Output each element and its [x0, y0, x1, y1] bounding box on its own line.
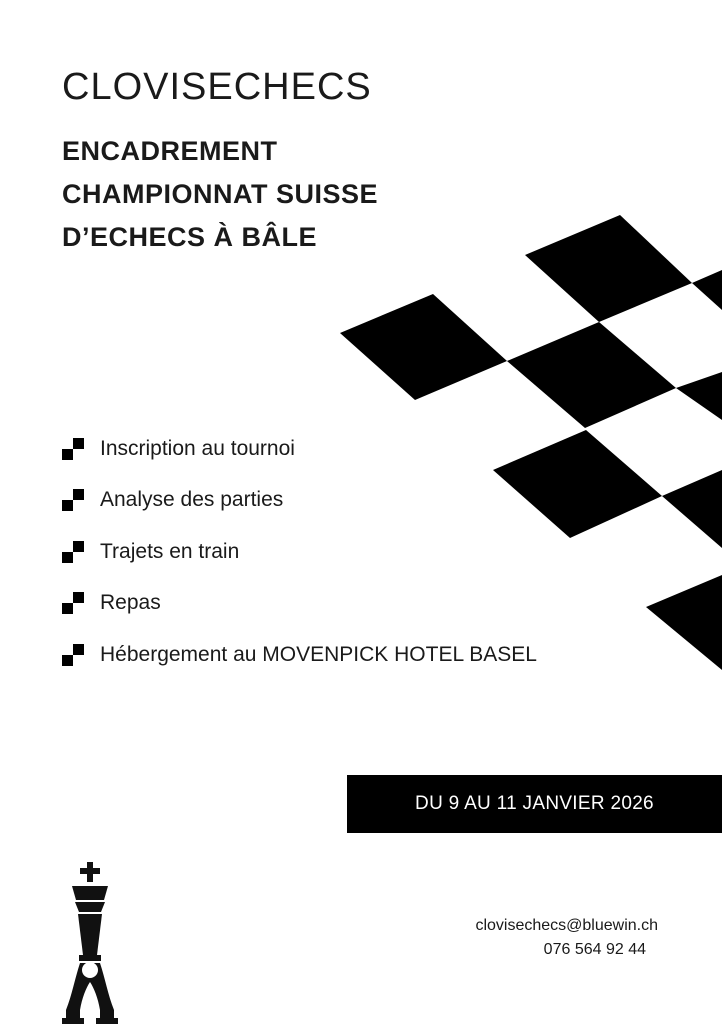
subtitle-line: CHAMPIONNAT SUISSE	[62, 179, 379, 209]
checker-bullet-icon	[62, 541, 86, 563]
chess-king-icon	[58, 860, 122, 1024]
list-item	[62, 526, 537, 578]
event-dates-banner	[347, 775, 722, 833]
event-subtitle	[62, 130, 378, 259]
list-item	[62, 629, 537, 681]
checker-square	[525, 215, 692, 322]
feature-label: Repas	[100, 591, 161, 615]
list-item	[62, 578, 537, 630]
checker-square	[507, 322, 676, 428]
checker-bullet-icon	[62, 489, 86, 511]
contact-email[interactable]: clovisechecs@bluewin.ch	[475, 917, 658, 934]
checker-bullet-icon	[62, 644, 86, 666]
feature-label: Inscription au tournoi	[100, 436, 295, 460]
checker-square	[340, 294, 507, 400]
event-dates: DU 9 AU 11 JANVIER 2026	[415, 793, 654, 814]
checker-square	[692, 270, 722, 310]
feature-label: Trajets en train	[100, 539, 240, 563]
feature-label: Analyse des parties	[100, 488, 284, 512]
subtitle-line: ENCADREMENT	[62, 136, 278, 166]
list-item	[62, 423, 537, 475]
checker-bullet-icon	[62, 438, 86, 460]
checker-square	[646, 575, 722, 670]
list-item	[62, 475, 537, 527]
subtitle-line: D’ECHECS À BÂLE	[62, 222, 318, 252]
checker-square	[676, 372, 722, 420]
feature-label: Hébergement au MOVENPICK HOTEL BASEL	[100, 642, 537, 666]
checker-bullet-icon	[62, 592, 86, 614]
feature-list	[62, 423, 537, 681]
contact-block	[475, 914, 658, 962]
contact-phone[interactable]: 076 564 92 44	[543, 941, 646, 958]
brand-title: CLOVISECHECS	[62, 66, 372, 108]
checker-square	[662, 470, 722, 548]
